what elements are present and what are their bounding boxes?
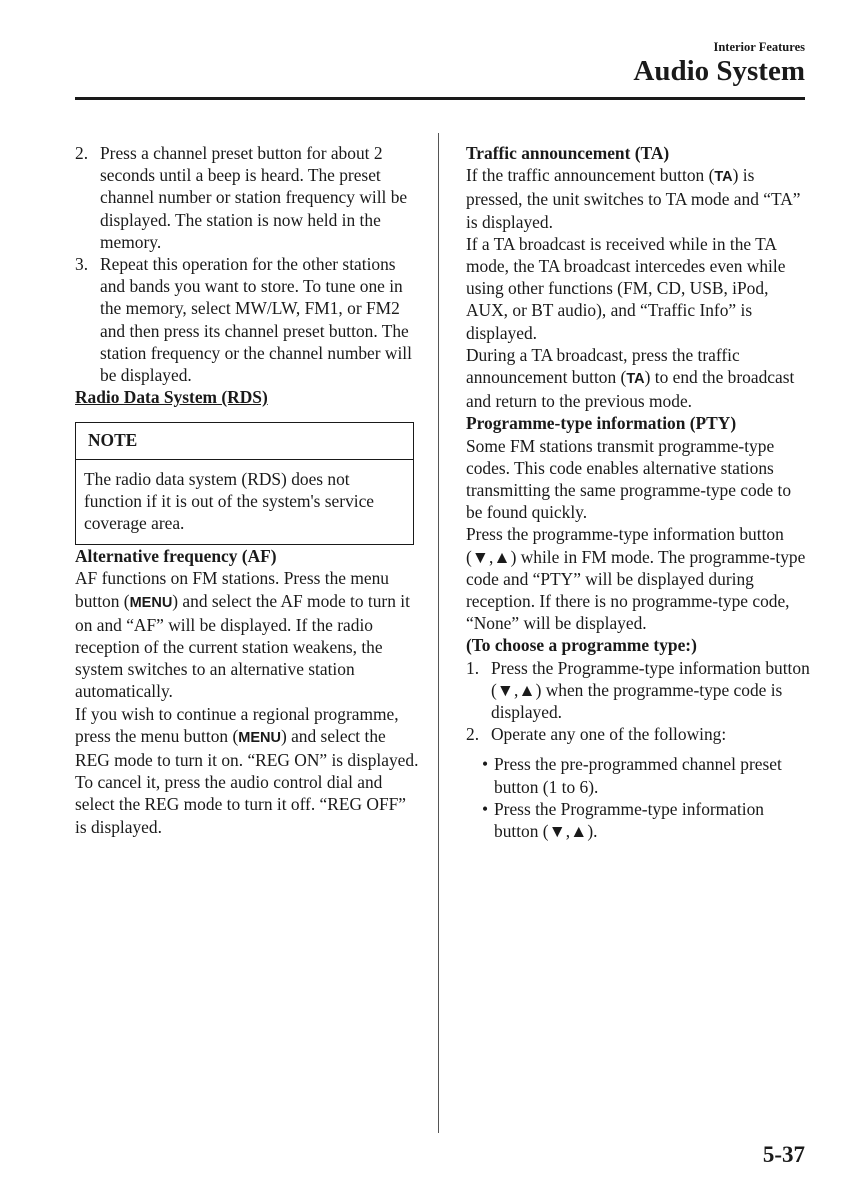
ta-heading: Traffic announcement (TA) xyxy=(466,143,670,163)
bullet-icon: • xyxy=(482,754,489,775)
menu-button-glyph: MENU xyxy=(238,729,281,746)
step-number: 3. xyxy=(75,254,89,275)
column-divider xyxy=(438,133,439,1133)
pty-heading: Programme-type information (PTY) xyxy=(466,413,737,434)
step-text: Operate any one of the following: xyxy=(491,724,727,745)
right-column xyxy=(466,142,811,842)
list-item xyxy=(482,798,811,842)
af-heading: Alternative frequency (AF) xyxy=(75,546,277,567)
af-paragraph-2: If you wish to continue a regional programme, press the menu button (MENU) and select the REG mode to turn it on. “REG ON” is displayed. To cancel it, press the audio control dial and select the REG mode to turn it off. “REG OFF” is displayed. xyxy=(75,703,419,837)
page-title: Audio System xyxy=(633,55,805,87)
choose-type-steps xyxy=(466,657,811,746)
step-text: Press a channel preset button for about 2 seconds until a beep is heard. The preset channel number or station frequency will be displayed. The station is now held in the memory. xyxy=(100,143,408,252)
left-column xyxy=(75,142,420,838)
preset-steps-list xyxy=(75,142,420,386)
note-title: NOTE xyxy=(76,423,413,459)
ta-button-glyph: TA xyxy=(714,169,733,186)
choose-type-heading: (To choose a programme type:) xyxy=(466,635,697,656)
operation-options-list xyxy=(466,753,811,842)
note-text: The radio data system (RDS) does not function if it is out of the system's service coverage area. xyxy=(84,468,375,534)
ta-paragraph-2: If a TA broadcast is received while in the TA mode, the TA broadcast intercedes even while using other functions (FM, CD, USB, iPod, AUX, or BT audio), and “Traffic Info” is displayed. xyxy=(466,233,786,343)
pty-paragraph-1: Some FM stations transmit programme-type codes. This code enables alternative stations transmitting the same programme-type code to be found quickly. xyxy=(466,435,792,523)
step-item xyxy=(75,253,420,386)
ta-paragraph-1: If the traffic announcement button (TA) is pressed, the unit switches to TA mode and “TA” is displayed. xyxy=(466,165,801,232)
step-item xyxy=(466,657,811,724)
list-item-text: Press the pre-programmed channel preset button (1 to 6). xyxy=(494,754,782,797)
ta-button-glyph: TA xyxy=(626,371,645,388)
af-paragraph-1: AF functions on FM stations. Press the menu button (MENU) and select the AF mode to turn it on and “AF” will be displayed. If the radio reception of the current station weakens, the system switches to an alternative station automatically. xyxy=(75,568,410,702)
step-text: Repeat this operation for the other stations and bands you want to store. To tune one in the memory, select MW/LW, FM1, or FM2 and then press its channel preset button. The station frequency or the channel number will be displayed. xyxy=(100,254,412,386)
header-divider xyxy=(75,97,805,100)
page-number: 5-37 xyxy=(762,1142,805,1167)
bullet-icon: • xyxy=(482,798,489,819)
pty-paragraph-2: Press the programme-type information button (▼,▲) while in FM mode. The programme-type code and “PTY” will be displayed during reception. If there is no programme-type code, “None” will be displayed. xyxy=(466,524,806,634)
step-item xyxy=(75,142,420,253)
list-item xyxy=(482,753,811,797)
ta-paragraph-3: During a TA broadcast, press the traffic announcement button (TA) to end the broadcast and return to the previous mode. xyxy=(466,344,795,412)
step-text: Press the Programme-type information button (▼,▲) when the programme-type code is displayed. xyxy=(491,657,810,723)
step-number: 1. xyxy=(466,657,480,678)
list-item-text: Press the Programme-type information button (▼,▲). xyxy=(494,798,764,842)
menu-button-glyph: MENU xyxy=(129,594,173,611)
section-label: Interior Features xyxy=(713,40,805,54)
note-box xyxy=(75,422,414,545)
rds-heading: Radio Data System (RDS) xyxy=(75,387,268,408)
step-number: 2. xyxy=(466,724,480,745)
step-item xyxy=(466,723,811,745)
step-number: 2. xyxy=(75,143,89,163)
